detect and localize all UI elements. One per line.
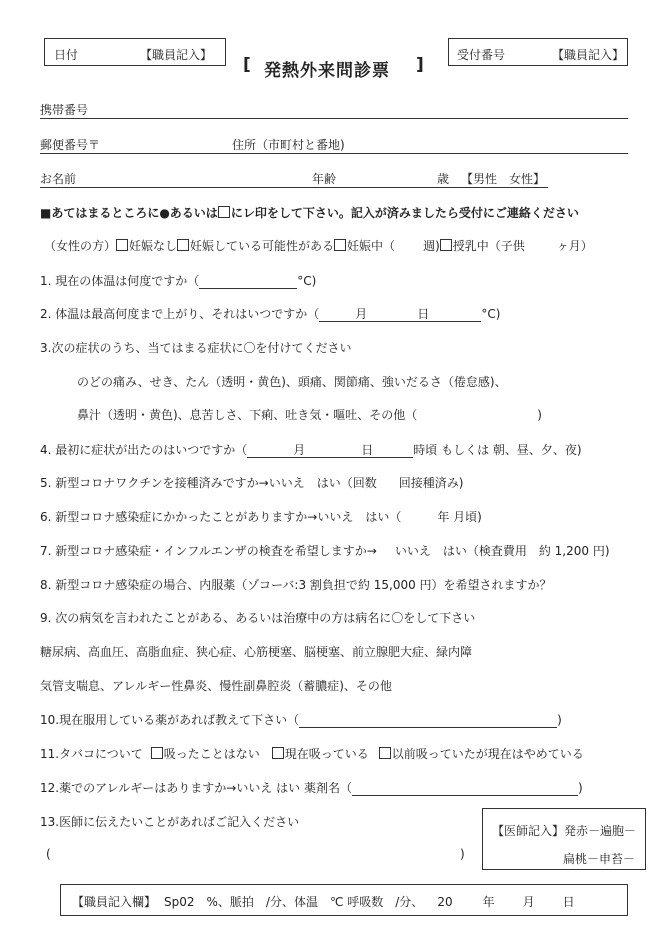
q13-open: ( (46, 847, 51, 861)
q10-row (40, 711, 562, 728)
q2-row (40, 305, 500, 322)
q5-tail: 回接種済み) (398, 476, 464, 490)
q4-row (40, 441, 582, 458)
q11-opt3: 以前吸っていたが現在はやめている (391, 747, 584, 761)
checkbox-pregnant[interactable] (334, 239, 346, 251)
checkbox-currently-smoking[interactable] (272, 747, 284, 759)
phone-label: 携帯番号 (40, 103, 89, 117)
name-label: お名前 (40, 172, 77, 186)
women-opt3: 妊娠中（ (347, 239, 396, 253)
q1-text: 1. 現在の体温は何度ですか（ (40, 274, 200, 288)
q2-unit: °C) (481, 307, 501, 321)
q12-row (40, 779, 583, 796)
q12-text: 12.薬でのアレルギーはありますか→いいえ はい 薬剤名（ (40, 781, 352, 795)
staff-footer-row[interactable] (72, 893, 575, 910)
women-weeks: 週) (423, 239, 440, 253)
title-bracket-open: [ (243, 55, 252, 75)
q8-text[interactable]: 8. 新型コロナ感染症の場合、内服薬（ゾコーバ:3 割負担で約 15,000 円）を希望されますか？ (40, 578, 552, 592)
staff-label: 【職員記入欄】 (72, 895, 157, 909)
staff-year-prefix: 20 (437, 895, 453, 909)
q1-temp-input[interactable] (199, 274, 297, 289)
q7-text: 7. 新型コロナ感染症・インフルエンザの検査を希望しますか→ (40, 544, 377, 558)
q5-row[interactable] (40, 474, 463, 491)
q6-row[interactable] (40, 508, 482, 525)
women-row (44, 237, 593, 254)
phone-line[interactable] (40, 118, 628, 119)
q1-unit: °C) (297, 274, 317, 288)
women-opt2: 妊娠している可能性がある (190, 239, 335, 253)
title-bracket-close: ] (416, 55, 425, 75)
q12-drug-input[interactable] (352, 781, 578, 796)
doctor-line1: 【医師記入】発赤－遍胞－ (492, 824, 637, 838)
date-label: 日付 (54, 48, 79, 62)
q9-diseases-line1[interactable]: 糖尿病、高血圧、高脂血症、狭心症、心筋梗塞、脳梗塞、前立腺肥大症、緑内障 (40, 645, 473, 659)
q2-month-input[interactable] (319, 307, 355, 322)
q12-close: ) (578, 781, 583, 795)
q4-text: 4. 最初に症状が出たのはいつですか（ (40, 443, 248, 457)
q9-diseases-line2[interactable]: 気管支喘息、アレルギー性鼻炎、慢性副鼻腔炎（蓄膿症)、その他 (40, 679, 392, 693)
q9-text: 9. 次の病気を言われたことがある、あるいは治療中の方は病名に〇をして下さい (40, 611, 476, 625)
q3-symptoms-line1[interactable]: のどの痛み、せき、たん（透明・黄色)、頭痛、関節痛、強いだるさ（倦怠感)、 (77, 375, 507, 389)
reception-staff-note: 【職員記入】 (552, 48, 625, 62)
checkbox-icon (218, 206, 230, 218)
q11-text: 11.タバコについて (40, 747, 143, 761)
q2-month: 月 (355, 307, 368, 321)
page-title: 発熱外来問診票 (264, 61, 390, 81)
q4-month-input[interactable] (247, 443, 293, 458)
q2-day: 日 (417, 307, 430, 321)
doctor-line2: 扁桃－申苔－ (563, 852, 636, 866)
q11-opt2: 現在吸っている (284, 747, 369, 761)
staff-day: 日 (562, 895, 575, 909)
q5-text: 5. 新型コロナワクチンを接種済みですか→いいえ はい（回数 (40, 476, 377, 490)
postal-label: 郵便番号〒 (40, 138, 101, 152)
sex-options[interactable]: 【男性 女性】 (461, 172, 546, 186)
q7-row[interactable] (40, 542, 610, 559)
q4-time[interactable]: 時頃 もしくは 朝、昼、夕、夜) (413, 443, 582, 457)
checkbox-nursing[interactable] (440, 239, 452, 251)
q7-tail: いいえ はい（検査費用 約 1,200 円) (394, 544, 610, 558)
q6-tail: 年 月頃) (437, 510, 482, 524)
instruction-suffix: にレ印をして下さい。記入が済みましたら受付にご連絡ください (230, 206, 579, 220)
q2-text: 2. 体温は最高何度まで上がり、それはいつですか（ (40, 307, 320, 321)
checkbox-possible-pregnancy[interactable] (177, 239, 189, 251)
women-opt4: 授乳中（子供 (452, 239, 525, 253)
instruction (40, 204, 579, 221)
date-staff-note: 【職員記入】 (140, 48, 213, 62)
q11-row (40, 745, 584, 762)
q3-close: ) (537, 408, 542, 422)
q11-opt1: 吸ったことはない (163, 747, 260, 761)
age-label: 年齢 (312, 172, 337, 186)
women-lead: （女性の方） (44, 239, 117, 253)
q10-text: 10.現在服用している薬があれば教えて下さい（ (40, 713, 300, 727)
checkbox-no-pregnancy[interactable] (116, 239, 128, 251)
address-line[interactable] (40, 153, 628, 154)
checkbox-quit-smoking[interactable] (379, 747, 391, 759)
q2-temp-input[interactable] (429, 307, 481, 322)
q3-text: 3.次の症状のうち、当てはまる症状に〇を付けてください (40, 341, 352, 355)
q1-row (40, 272, 316, 289)
q3-symptoms-line2-row (77, 406, 542, 423)
q4-hour-input[interactable] (373, 443, 413, 458)
q13-notes-input[interactable] (56, 842, 456, 862)
q13-text: 13.医師に伝えたいことがあればご記入ください (40, 815, 300, 829)
q13-close: ) (460, 847, 465, 861)
reception-label: 受付番号 (457, 48, 506, 62)
q4-day-input[interactable] (305, 443, 361, 458)
staff-year: 年 (482, 895, 495, 909)
q10-medication-input[interactable] (299, 713, 557, 728)
name-line[interactable] (40, 187, 548, 188)
women-opt1: 妊娠なし (129, 239, 178, 253)
address-label: 住所（市町村と番地) (232, 138, 345, 152)
checkbox-never-smoked[interactable] (151, 747, 163, 759)
staff-vitals: Sp02 %、脈拍 /分、体温 ℃ 呼吸数 /分、 (164, 895, 424, 909)
women-months: ヶ月） (556, 239, 593, 253)
q10-close: ) (557, 713, 562, 727)
staff-month: 月 (522, 895, 535, 909)
q6-text: 6. 新型コロナ感染症にかかったことがありますか→いいえ はい（ (40, 510, 402, 524)
q4-month: 月 (293, 443, 306, 457)
q3-symptoms-line2[interactable]: 鼻汁（透明・黄色)、息苦しさ、下痢、吐き気・嘔吐、その他（ (77, 408, 418, 422)
q4-day: 日 (361, 443, 374, 457)
q2-day-input[interactable] (367, 307, 417, 322)
age-unit: 歳 (437, 172, 450, 186)
instruction-prefix: ■あてはまるところに●あるいは (40, 206, 218, 220)
